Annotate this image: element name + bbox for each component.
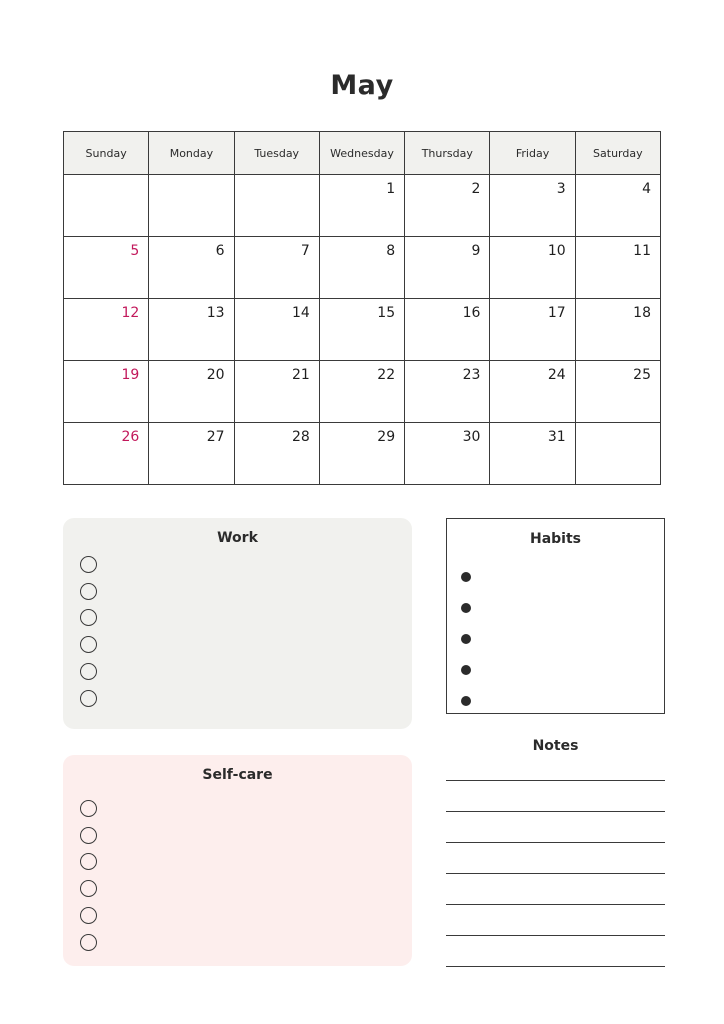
bullet-dot-icon bbox=[461, 696, 471, 706]
day-cell[interactable]: 20 bbox=[149, 361, 234, 423]
weekday-friday: Friday bbox=[490, 132, 575, 175]
day-cell[interactable]: 2 bbox=[405, 175, 490, 237]
list-item bbox=[80, 902, 97, 929]
selfcare-checklist bbox=[80, 795, 97, 956]
day-cell[interactable]: 15 bbox=[319, 299, 404, 361]
day-cell[interactable]: 13 bbox=[149, 299, 234, 361]
work-title: Work bbox=[217, 530, 258, 546]
checkbox-circle-icon[interactable] bbox=[80, 880, 97, 897]
checkbox-circle-icon[interactable] bbox=[80, 636, 97, 653]
selfcare-panel bbox=[63, 755, 412, 966]
weekday-saturday: Saturday bbox=[575, 132, 660, 175]
checkbox-circle-icon[interactable] bbox=[80, 934, 97, 951]
bullet-dot-icon bbox=[461, 572, 471, 582]
day-cell[interactable]: 3 bbox=[490, 175, 575, 237]
weekday-wednesday: Wednesday bbox=[319, 132, 404, 175]
work-panel bbox=[63, 518, 412, 729]
note-line[interactable] bbox=[446, 935, 665, 966]
weekday-tuesday: Tuesday bbox=[234, 132, 319, 175]
week-row bbox=[64, 423, 661, 485]
habits-title: Habits bbox=[529, 531, 581, 547]
notes-lines bbox=[446, 780, 665, 997]
day-cell[interactable]: 1 bbox=[319, 175, 404, 237]
day-cell[interactable]: 11 bbox=[575, 237, 660, 299]
bullet-dot-icon bbox=[461, 634, 471, 644]
checkbox-circle-icon[interactable] bbox=[80, 827, 97, 844]
week-row bbox=[64, 237, 661, 299]
note-line[interactable] bbox=[446, 966, 665, 997]
calendar-grid bbox=[63, 131, 661, 485]
list-item bbox=[80, 658, 97, 685]
checkbox-circle-icon[interactable] bbox=[80, 556, 97, 573]
day-cell[interactable]: 9 bbox=[405, 237, 490, 299]
day-cell[interactable]: 26 bbox=[64, 423, 149, 485]
day-cell[interactable]: 30 bbox=[405, 423, 490, 485]
day-cell[interactable]: 17 bbox=[490, 299, 575, 361]
day-cell[interactable]: 6 bbox=[149, 237, 234, 299]
list-item[interactable] bbox=[461, 623, 471, 654]
day-cell[interactable]: 19 bbox=[64, 361, 149, 423]
list-item[interactable] bbox=[461, 592, 471, 623]
list-item bbox=[80, 875, 97, 902]
day-cell[interactable] bbox=[234, 175, 319, 237]
day-cell[interactable]: 16 bbox=[405, 299, 490, 361]
day-cell[interactable] bbox=[575, 423, 660, 485]
weekday-header-row bbox=[64, 132, 661, 175]
week-row bbox=[64, 361, 661, 423]
list-item bbox=[80, 631, 97, 658]
list-item bbox=[80, 578, 97, 605]
day-cell[interactable]: 21 bbox=[234, 361, 319, 423]
day-cell[interactable]: 22 bbox=[319, 361, 404, 423]
checkbox-circle-icon[interactable] bbox=[80, 853, 97, 870]
checkbox-circle-icon[interactable] bbox=[80, 583, 97, 600]
day-cell[interactable]: 25 bbox=[575, 361, 660, 423]
day-cell[interactable]: 10 bbox=[490, 237, 575, 299]
day-cell[interactable]: 24 bbox=[490, 361, 575, 423]
bullet-dot-icon bbox=[461, 665, 471, 675]
checkbox-circle-icon[interactable] bbox=[80, 690, 97, 707]
day-cell[interactable]: 4 bbox=[575, 175, 660, 237]
day-cell[interactable]: 23 bbox=[405, 361, 490, 423]
selfcare-title: Self-care bbox=[202, 767, 273, 783]
day-cell[interactable]: 31 bbox=[490, 423, 575, 485]
day-cell[interactable]: 8 bbox=[319, 237, 404, 299]
note-line[interactable] bbox=[446, 873, 665, 904]
day-cell[interactable]: 14 bbox=[234, 299, 319, 361]
checkbox-circle-icon[interactable] bbox=[80, 609, 97, 626]
list-item[interactable] bbox=[461, 685, 471, 716]
list-item[interactable] bbox=[461, 654, 471, 685]
week-row bbox=[64, 175, 661, 237]
checkbox-circle-icon[interactable] bbox=[80, 800, 97, 817]
note-line[interactable] bbox=[446, 904, 665, 935]
day-cell[interactable]: 5 bbox=[64, 237, 149, 299]
note-line[interactable] bbox=[446, 780, 665, 811]
day-cell[interactable]: 7 bbox=[234, 237, 319, 299]
month-title: May bbox=[330, 70, 394, 101]
note-line[interactable] bbox=[446, 842, 665, 873]
list-item[interactable] bbox=[461, 561, 471, 592]
list-item bbox=[80, 929, 97, 956]
day-cell[interactable]: 29 bbox=[319, 423, 404, 485]
weekday-sunday: Sunday bbox=[64, 132, 149, 175]
weekday-thursday: Thursday bbox=[405, 132, 490, 175]
day-cell[interactable]: 28 bbox=[234, 423, 319, 485]
list-item bbox=[80, 685, 97, 712]
list-item bbox=[80, 795, 97, 822]
work-checklist bbox=[80, 551, 97, 712]
list-item bbox=[80, 822, 97, 849]
habits-list bbox=[461, 561, 471, 716]
day-cell[interactable]: 27 bbox=[149, 423, 234, 485]
day-cell[interactable]: 18 bbox=[575, 299, 660, 361]
habits-panel bbox=[446, 518, 665, 714]
day-cell[interactable] bbox=[64, 175, 149, 237]
list-item bbox=[80, 849, 97, 876]
notes-title: Notes bbox=[532, 738, 579, 754]
checkbox-circle-icon[interactable] bbox=[80, 907, 97, 924]
weekday-monday: Monday bbox=[149, 132, 234, 175]
list-item bbox=[80, 605, 97, 632]
checkbox-circle-icon[interactable] bbox=[80, 663, 97, 680]
day-cell[interactable]: 12 bbox=[64, 299, 149, 361]
list-item bbox=[80, 551, 97, 578]
note-line[interactable] bbox=[446, 811, 665, 842]
bullet-dot-icon bbox=[461, 603, 471, 613]
day-cell[interactable] bbox=[149, 175, 234, 237]
week-row bbox=[64, 299, 661, 361]
